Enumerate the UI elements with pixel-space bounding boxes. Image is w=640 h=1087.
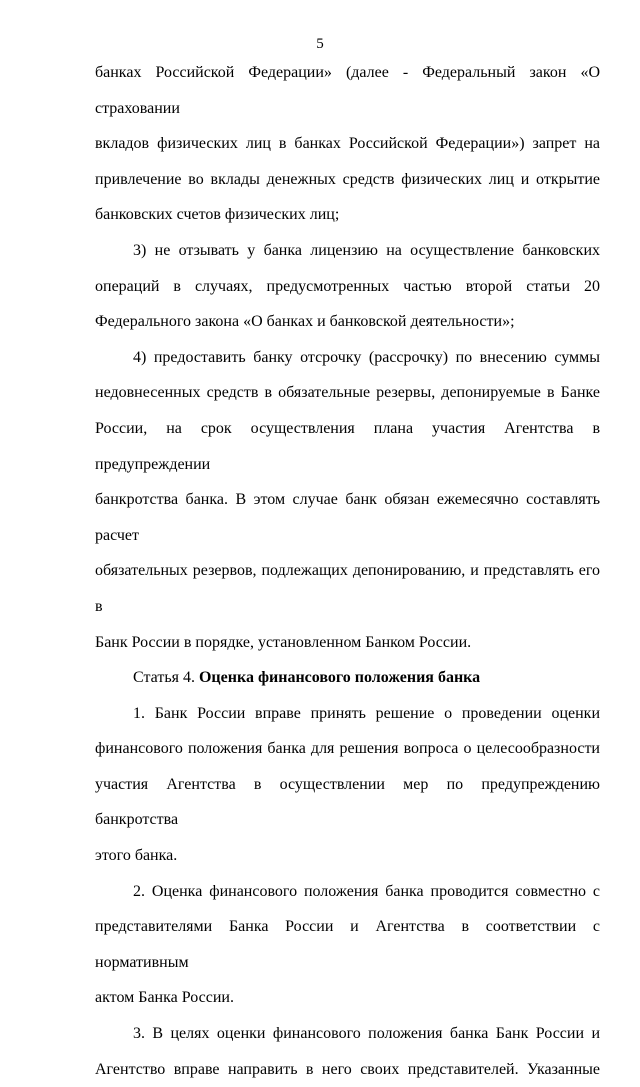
text-line: Федерального закона «О банках и банковской деятельности»; (95, 313, 515, 331)
page-number: 5 (316, 36, 324, 52)
text-line: 3) не отзывать у банка лицензию на осуществление банковских (133, 241, 600, 259)
text-line: банках Российской Федерации» (далее - Федеральный закон «О страховании (95, 64, 600, 117)
document-body (95, 55, 600, 1087)
text-line: этого банка. (95, 847, 178, 865)
text-line: 1. Банк России вправе принять решение о проведении оценки (133, 704, 600, 722)
text-line: актом Банка России. (95, 989, 234, 1007)
paragraph-item-4 (95, 340, 600, 660)
text-line: Агентство вправе направить в него своих представителей. Указанные (95, 1060, 600, 1078)
text-line: вкладов физических лиц в банках Российской Федерации») запрет на (95, 135, 600, 153)
text-line: участия Агентства в осуществлении мер по предупреждению банкротства (95, 775, 600, 829)
text-line: операций в случаях, предусмотренных частью второй статьи 20 (95, 277, 600, 295)
article-heading (95, 660, 600, 696)
text-line: Банк России в порядке, установленном Банком России. (95, 633, 472, 651)
text-line: банкротства банка. В этом случае банк обязан ежемесячно составлять расчет (95, 491, 600, 544)
text-line: финансового положения банка для решения вопроса о целесообразности (95, 740, 600, 758)
text-line: банковских счетов физических лиц; (95, 206, 340, 224)
text-line: привлечение во вклады денежных средств физических лиц и открытие (95, 170, 600, 188)
text-line: России, на срок осуществления плана участия Агентства в предупреждении (95, 419, 600, 473)
article-paragraph-3 (95, 1016, 600, 1087)
paragraph-item-3 (95, 233, 600, 340)
article-prefix: Статья 4. (133, 669, 199, 687)
paragraph-continuation (95, 55, 600, 233)
text-line: обязательных резервов, подлежащих депонированию, и представлять его в (95, 562, 600, 615)
text-line: 2. Оценка финансового положения банка проводится совместно с (133, 882, 600, 900)
article-paragraph-1 (95, 696, 600, 874)
text-line: недовнесенных средств в обязательные резервы, депонируемые в Банке (95, 384, 600, 402)
article-title: Оценка финансового положения банка (198, 669, 481, 687)
text-line: 4) предоставить банку отсрочку (рассрочку) по внесению суммы (133, 348, 600, 366)
text-line: 3. В целях оценки финансового положения банка Банк России и (133, 1025, 600, 1043)
text-line: представителями Банка России и Агентства в соответствии с нормативным (95, 918, 600, 971)
article-paragraph-2 (95, 874, 600, 1016)
